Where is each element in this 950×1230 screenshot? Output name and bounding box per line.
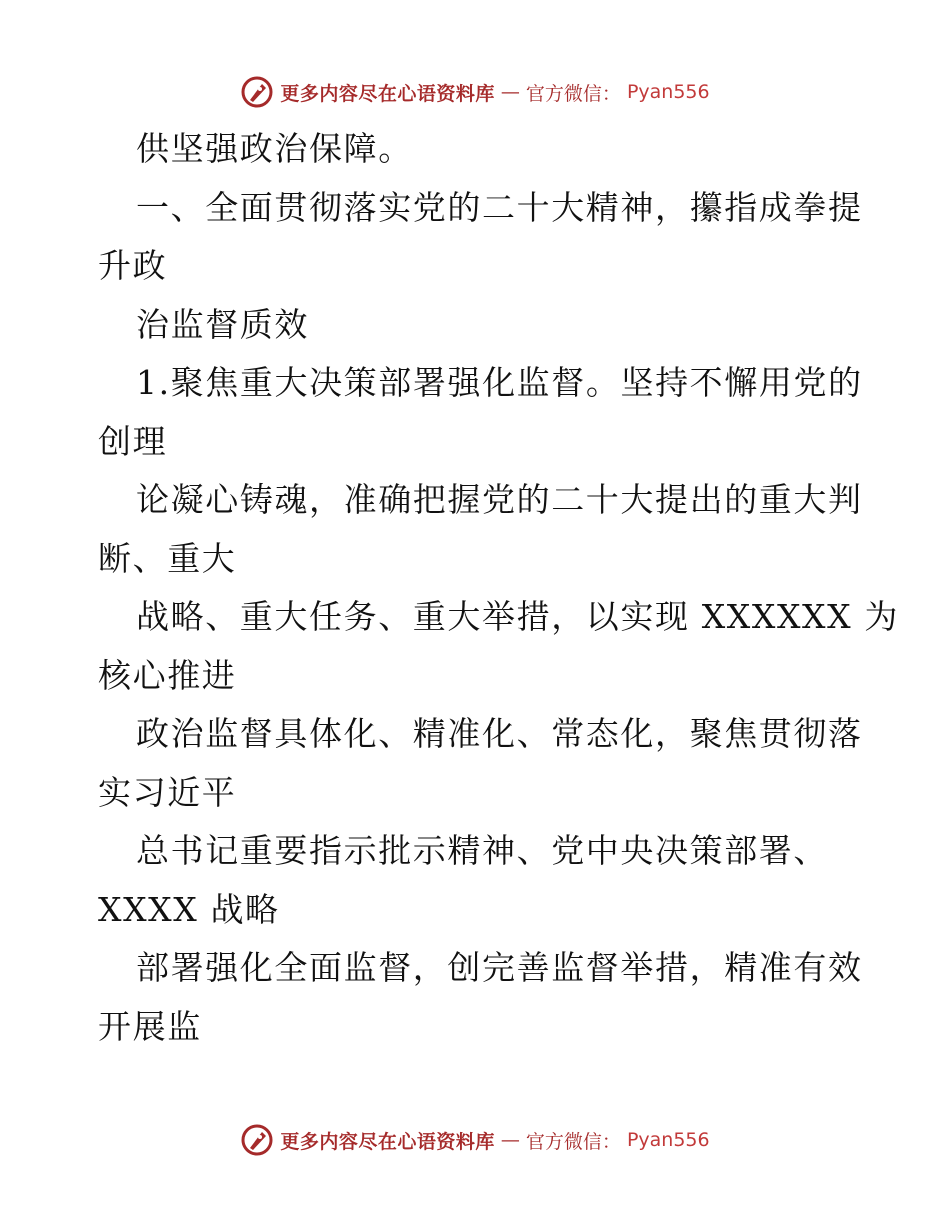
pen-nib-logo-icon bbox=[240, 75, 274, 109]
body-line: 断、重大 bbox=[98, 538, 237, 578]
body-line: 部署强化全面监督，创完善监督举措，精准有效 bbox=[136, 948, 863, 987]
body-line: 政治监督具体化、精准化、常态化，聚焦贯彻落 bbox=[136, 714, 863, 753]
header-banner-text: 更多内容尽在心语资料库 bbox=[280, 82, 495, 105]
header-banner-separator: — bbox=[500, 81, 520, 103]
document-body bbox=[98, 120, 899, 1056]
body-line: 核心推进 bbox=[98, 655, 237, 695]
footer-banner-separator: — bbox=[500, 1129, 520, 1151]
body-line: 实习近平 bbox=[98, 772, 237, 812]
footer-banner-text: 更多内容尽在心语资料库 bbox=[280, 1130, 495, 1153]
header-banner-contact-id: Pyan556 bbox=[626, 81, 710, 103]
header-banner-contact-label: 官方微信： bbox=[525, 82, 621, 105]
body-line: 供坚强政治保障。 bbox=[136, 129, 413, 168]
header-banner bbox=[0, 72, 950, 112]
body-line: 治监督质效 bbox=[136, 304, 309, 344]
footer-banner-contact-id: Pyan556 bbox=[626, 1129, 710, 1151]
body-line: 一、全面贯彻落实党的二十大精神，攥指成拳提 bbox=[136, 187, 863, 227]
body-line: 1.聚焦重大决策部署强化监督。坚持不懈用党的 bbox=[136, 363, 863, 402]
pen-nib-logo-icon bbox=[240, 1123, 274, 1157]
body-line: XXXX 战略 bbox=[98, 889, 280, 929]
body-line: 论凝心铸魂，准确把握党的二十大提出的重大判 bbox=[136, 480, 863, 519]
body-line: 开展监 bbox=[98, 1006, 202, 1046]
body-line: 总书记重要指示批示精神、党中央决策部署、 bbox=[136, 831, 828, 870]
footer-banner-contact-label: 官方微信： bbox=[525, 1130, 621, 1153]
body-line: 升政 bbox=[98, 246, 168, 285]
body-line: 创理 bbox=[98, 421, 168, 461]
footer-banner bbox=[0, 1120, 950, 1160]
body-line: 战略、重大任务、重大举措，以实现 XXXXXX 为 bbox=[136, 597, 899, 636]
